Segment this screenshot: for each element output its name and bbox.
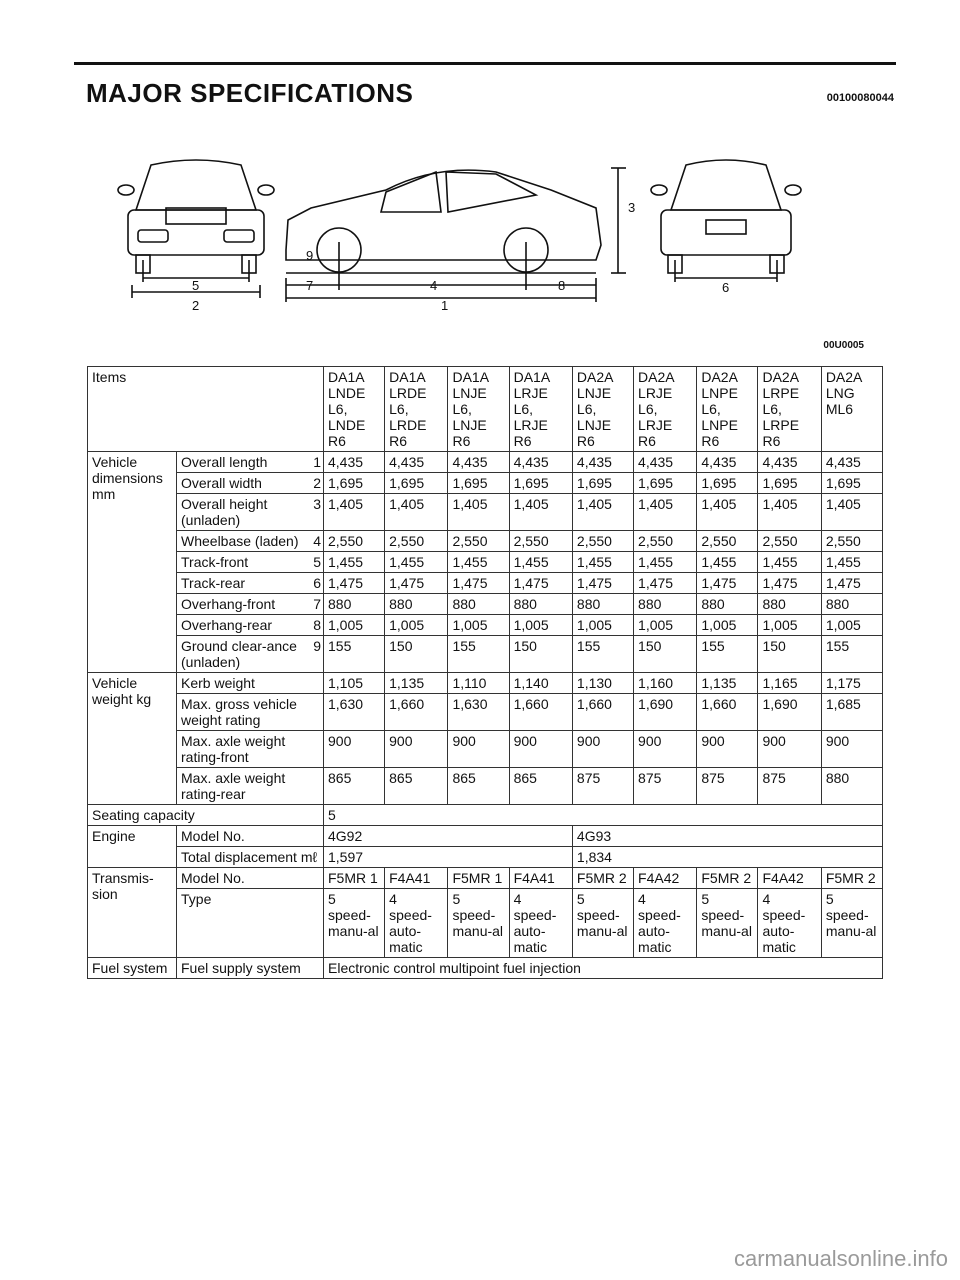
value-cell: 875	[697, 768, 758, 805]
value-cell: 1,005	[758, 615, 821, 636]
value-cell: 1,475	[324, 573, 385, 594]
value-cell: 4,435	[572, 452, 633, 473]
value-cell: 1,165	[758, 673, 821, 694]
figure-label-5: 5	[192, 278, 200, 293]
model-code-line: LNJE	[576, 385, 612, 401]
value-cell: 150	[634, 636, 697, 673]
engine-displacement-b: 1,834	[572, 847, 882, 868]
value-cell: 900	[697, 731, 758, 768]
value-cell: 900	[448, 731, 509, 768]
rear-view-car-icon	[651, 160, 801, 282]
model-code-line: LNPE	[701, 417, 738, 433]
model-code-line: LRDE	[389, 417, 427, 433]
value-cell: 875	[634, 768, 697, 805]
value-cell: 1,695	[697, 473, 758, 494]
table-row	[88, 889, 883, 958]
value-cell: 1,660	[697, 694, 758, 731]
value-cell: 900	[572, 731, 633, 768]
model-code-line: DA2A	[638, 369, 675, 385]
row-label: Overall height (unladen)	[177, 494, 308, 531]
engine-model-a: 4G92	[324, 826, 573, 847]
value-cell: 1,005	[448, 615, 509, 636]
row-label: Overall width	[177, 473, 308, 494]
value-cell: 1,405	[572, 494, 633, 531]
value-cell: 880	[634, 594, 697, 615]
group-label: Transmis-sion	[88, 868, 177, 958]
value-cell: 2,550	[634, 531, 697, 552]
model-header-2	[385, 367, 448, 452]
watermark: carmanualsonline.info	[733, 1246, 948, 1271]
transmission-type-cell: 4 speed-auto-matic	[509, 889, 572, 958]
value-cell: 1,630	[448, 694, 509, 731]
document-number: 00100080044	[826, 92, 894, 104]
model-code-line: L6,	[762, 401, 782, 417]
value-cell: 1,455	[509, 552, 572, 573]
value-cell: 1,455	[448, 552, 509, 573]
value-cell: 1,695	[572, 473, 633, 494]
value-cell: 880	[324, 594, 385, 615]
table-row	[88, 594, 883, 615]
value-cell: 2,550	[509, 531, 572, 552]
figure-label-4: 4	[430, 278, 438, 293]
row-ref-number	[307, 694, 324, 731]
row-ref-number	[307, 673, 324, 694]
row-ref-number: 8	[307, 615, 324, 636]
model-code-line: LRJE	[638, 385, 673, 401]
value-cell: 1,005	[821, 615, 882, 636]
value-cell: 1,695	[509, 473, 572, 494]
value-cell: 1,660	[509, 694, 572, 731]
transmission-model-cell: F5MR 2	[572, 868, 633, 889]
row-label: Total displacement mℓ	[177, 847, 324, 868]
figure-id: 00U0005	[823, 340, 864, 351]
value-cell: 4,435	[634, 452, 697, 473]
value-cell: 1,455	[758, 552, 821, 573]
table-header-row	[88, 367, 883, 452]
figure-label-8: 8	[558, 278, 566, 293]
value-cell: 150	[385, 636, 448, 673]
table-row	[88, 868, 883, 889]
value-cell: 2,550	[572, 531, 633, 552]
table-row	[88, 573, 883, 594]
value-cell: 2,550	[385, 531, 448, 552]
model-code-line: R6	[701, 433, 720, 449]
value-cell: 1,475	[821, 573, 882, 594]
model-code-line: R6	[328, 433, 346, 449]
model-code-line: R6	[452, 433, 471, 449]
transmission-model-cell: F5MR 2	[821, 868, 882, 889]
value-cell: 155	[448, 636, 509, 673]
row-label: Ground clear-ance (unladen)	[177, 636, 308, 673]
model-code-line: LNDE	[328, 417, 366, 433]
row-ref-number	[307, 768, 324, 805]
value-cell: 1,695	[758, 473, 821, 494]
value-cell: 1,475	[448, 573, 509, 594]
value-cell: 1,175	[821, 673, 882, 694]
value-cell: 4,435	[758, 452, 821, 473]
value-cell: 880	[385, 594, 448, 615]
model-code-line: LRPE	[762, 417, 800, 433]
value-cell: 4,435	[509, 452, 572, 473]
value-cell: 880	[758, 594, 821, 615]
transmission-type-cell: 5 speed-manu-al	[448, 889, 509, 958]
model-code-line: L6,	[638, 401, 658, 417]
table-row	[88, 694, 883, 731]
row-ref-number: 3	[307, 494, 324, 531]
model-code-line: LRPE	[762, 385, 800, 401]
value-cell: 1,455	[821, 552, 882, 573]
figure-label-6: 6	[722, 280, 730, 295]
value-cell: 1,690	[634, 694, 697, 731]
value-cell: 1,405	[448, 494, 509, 531]
transmission-type-cell: 5 speed-manu-al	[572, 889, 633, 958]
value-cell: 1,695	[634, 473, 697, 494]
table-row	[88, 826, 883, 847]
row-label: Model No.	[177, 868, 324, 889]
value-cell: 1,475	[509, 573, 572, 594]
row-label: Wheelbase (laden)	[177, 531, 308, 552]
value-cell: 880	[697, 594, 758, 615]
figure-label-2: 2	[192, 298, 200, 313]
value-cell: 155	[324, 636, 385, 673]
value-cell: 865	[385, 768, 448, 805]
value-cell: 900	[821, 731, 882, 768]
value-cell: 1,405	[634, 494, 697, 531]
value-cell: 1,135	[697, 673, 758, 694]
value-cell: 1,005	[572, 615, 633, 636]
row-label: Track-rear	[177, 573, 308, 594]
figure-label-3: 3	[628, 200, 636, 215]
value-cell: 1,110	[448, 673, 509, 694]
seating-value: 5	[324, 805, 883, 826]
model-code-line: DA2A	[762, 369, 800, 385]
value-cell: 900	[385, 731, 448, 768]
value-cell: 1,695	[324, 473, 385, 494]
value-cell: 865	[448, 768, 509, 805]
model-code-line: LRJE	[638, 417, 673, 433]
model-code-line: LRJE	[513, 385, 548, 401]
row-ref-number	[307, 731, 324, 768]
model-code-line: L6,	[701, 401, 721, 417]
value-cell: 2,550	[758, 531, 821, 552]
model-code-line: DA1A	[389, 369, 426, 385]
value-cell: 1,140	[509, 673, 572, 694]
value-cell: 880	[821, 768, 882, 805]
value-cell: 900	[324, 731, 385, 768]
value-cell: 1,005	[634, 615, 697, 636]
engine-model-b: 4G93	[572, 826, 882, 847]
group-label: Engine	[88, 826, 177, 868]
model-code-line: R6	[513, 433, 532, 449]
value-cell: 1,005	[697, 615, 758, 636]
table-row	[88, 673, 883, 694]
value-cell: 1,005	[509, 615, 572, 636]
value-cell: 1,455	[572, 552, 633, 573]
page-title: MAJOR SPECIFICATIONS	[86, 78, 414, 108]
model-header-3	[448, 367, 509, 452]
model-code-line: R6	[389, 433, 408, 449]
value-cell: 1,455	[324, 552, 385, 573]
value-cell: 1,695	[821, 473, 882, 494]
table-row	[88, 731, 883, 768]
value-cell: 1,405	[509, 494, 572, 531]
engine-displacement-a: 1,597	[324, 847, 573, 868]
table-row	[88, 552, 883, 573]
model-code-line: L6,	[389, 401, 409, 417]
value-cell: 1,660	[385, 694, 448, 731]
model-code-line: ML6	[825, 401, 854, 417]
top-rule	[74, 62, 896, 65]
value-cell: 1,405	[324, 494, 385, 531]
table-row	[88, 452, 883, 473]
value-cell: 880	[821, 594, 882, 615]
row-label: Type	[177, 889, 324, 958]
transmission-model-cell: F4A42	[758, 868, 821, 889]
model-code-line: R6	[638, 433, 656, 449]
model-code-line: LNPE	[701, 385, 738, 401]
value-cell: 155	[572, 636, 633, 673]
figure-label-7: 7	[306, 278, 314, 293]
seating-label: Seating capacity	[88, 805, 324, 826]
model-code-line: L6,	[513, 401, 534, 417]
model-header-7	[697, 367, 758, 452]
transmission-model-cell: F4A42	[634, 868, 697, 889]
table-row	[88, 847, 883, 868]
model-header-8	[758, 367, 821, 452]
model-header-4	[509, 367, 572, 452]
transmission-model-cell: F5MR 1	[324, 868, 385, 889]
model-code-line: DA1A	[513, 369, 551, 385]
model-header-9	[821, 367, 882, 452]
transmission-model-cell: F4A41	[385, 868, 448, 889]
table-row	[88, 615, 883, 636]
row-label: Overhang-rear	[177, 615, 308, 636]
row-ref-number: 1	[307, 452, 324, 473]
value-cell: 2,550	[821, 531, 882, 552]
value-cell: 2,550	[448, 531, 509, 552]
value-cell: 155	[697, 636, 758, 673]
value-cell: 150	[758, 636, 821, 673]
value-cell: 1,005	[385, 615, 448, 636]
row-label: Fuel supply system	[177, 958, 324, 979]
group-label: Vehicle weight kg	[88, 673, 177, 805]
row-label: Model No.	[177, 826, 324, 847]
value-cell: 900	[509, 731, 572, 768]
model-code-line: L6,	[576, 401, 597, 417]
table-row	[88, 958, 883, 979]
transmission-model-cell: F4A41	[509, 868, 572, 889]
value-cell: 1,475	[385, 573, 448, 594]
value-cell: 1,660	[572, 694, 633, 731]
transmission-type-cell: 5 speed-manu-al	[821, 889, 882, 958]
value-cell: 1,130	[572, 673, 633, 694]
row-label: Track-front	[177, 552, 308, 573]
value-cell: 1,690	[758, 694, 821, 731]
model-code-line: LNJE	[576, 417, 612, 433]
row-label: Max. gross vehicle weight rating	[177, 694, 308, 731]
model-code-line: DA2A	[701, 369, 738, 385]
figure-label-1: 1	[441, 298, 449, 313]
model-code-line: L6,	[452, 401, 472, 417]
value-cell: 1,160	[634, 673, 697, 694]
model-code-line: DA1A	[328, 369, 365, 385]
value-cell: 4,435	[324, 452, 385, 473]
row-label: Overall length	[177, 452, 308, 473]
value-cell: 1,135	[385, 673, 448, 694]
table-row	[88, 805, 883, 826]
value-cell: 1,475	[572, 573, 633, 594]
table-row	[88, 473, 883, 494]
value-cell: 1,695	[448, 473, 509, 494]
value-cell: 865	[509, 768, 572, 805]
value-cell: 1,405	[697, 494, 758, 531]
value-cell: 1,475	[697, 573, 758, 594]
model-code-line: DA2A	[825, 369, 863, 385]
value-cell: 1,005	[324, 615, 385, 636]
figure-label-9: 9	[306, 248, 314, 263]
transmission-type-cell: 5 speed-manu-al	[324, 889, 385, 958]
vehicle-dimension-figure	[96, 150, 836, 330]
value-cell: 1,455	[697, 552, 758, 573]
value-cell: 1,455	[385, 552, 448, 573]
value-cell: 1,405	[821, 494, 882, 531]
value-cell: 1,475	[634, 573, 697, 594]
value-cell: 4,435	[448, 452, 509, 473]
transmission-model-cell: F5MR 2	[697, 868, 758, 889]
value-cell: 880	[448, 594, 509, 615]
transmission-type-cell: 4 speed-auto-matic	[385, 889, 448, 958]
value-cell: 1,695	[385, 473, 448, 494]
value-cell: 1,455	[634, 552, 697, 573]
value-cell: 880	[572, 594, 633, 615]
value-cell: 865	[324, 768, 385, 805]
model-header-6	[634, 367, 697, 452]
transmission-model-cell: F5MR 1	[448, 868, 509, 889]
value-cell: 1,105	[324, 673, 385, 694]
transmission-type-cell: 4 speed-auto-matic	[758, 889, 821, 958]
table-row	[88, 768, 883, 805]
model-code-line: L6,	[328, 401, 348, 417]
model-code-line: LNJE	[452, 385, 487, 401]
value-cell: 1,405	[385, 494, 448, 531]
model-code-line: LNG	[825, 385, 855, 401]
model-header-5	[572, 367, 633, 452]
row-ref-number: 7	[307, 594, 324, 615]
header-items: Items	[88, 367, 324, 452]
row-ref-number: 2	[307, 473, 324, 494]
row-ref-number: 6	[307, 573, 324, 594]
model-code-line: LNDE	[328, 385, 366, 401]
value-cell: 875	[572, 768, 633, 805]
table-row	[88, 636, 883, 673]
model-header-1	[324, 367, 385, 452]
value-cell: 4,435	[697, 452, 758, 473]
model-code-line: DA1A	[452, 369, 490, 385]
value-cell: 880	[509, 594, 572, 615]
value-cell: 1,475	[758, 573, 821, 594]
value-cell: 1,405	[758, 494, 821, 531]
value-cell: 4,435	[821, 452, 882, 473]
group-label: Vehicle dimensions mm	[88, 452, 177, 673]
value-cell: 1,630	[324, 694, 385, 731]
transmission-type-cell: 5 speed-manu-al	[697, 889, 758, 958]
value-cell: 875	[758, 768, 821, 805]
value-cell: 900	[634, 731, 697, 768]
side-view-car-icon	[286, 168, 626, 302]
value-cell: 1,685	[821, 694, 882, 731]
transmission-type-cell: 4 speed-auto-matic	[634, 889, 697, 958]
model-code-line: LNJE	[452, 417, 487, 433]
model-code-line: R6	[762, 433, 781, 449]
model-code-line: LRDE	[389, 385, 427, 401]
row-ref-number: 5	[307, 552, 324, 573]
group-label: Fuel system	[88, 958, 177, 979]
specifications-table	[87, 366, 883, 979]
row-label: Overhang-front	[177, 594, 308, 615]
row-label: Max. axle weight rating-front	[177, 731, 308, 768]
value-cell: 150	[509, 636, 572, 673]
table-row	[88, 494, 883, 531]
model-code-line: DA2A	[576, 369, 614, 385]
value-cell: 2,550	[324, 531, 385, 552]
value-cell: 900	[758, 731, 821, 768]
fuel-system-value: Electronic control multipoint fuel injection	[324, 958, 883, 979]
row-ref-number: 9	[307, 636, 324, 673]
row-label: Max. axle weight rating-rear	[177, 768, 308, 805]
row-label: Kerb weight	[177, 673, 308, 694]
value-cell: 155	[821, 636, 882, 673]
value-cell: 2,550	[697, 531, 758, 552]
row-ref-number: 4	[307, 531, 324, 552]
value-cell: 4,435	[385, 452, 448, 473]
table-row	[88, 531, 883, 552]
model-code-line: R6	[576, 433, 595, 449]
model-code-line: LRJE	[513, 417, 548, 433]
